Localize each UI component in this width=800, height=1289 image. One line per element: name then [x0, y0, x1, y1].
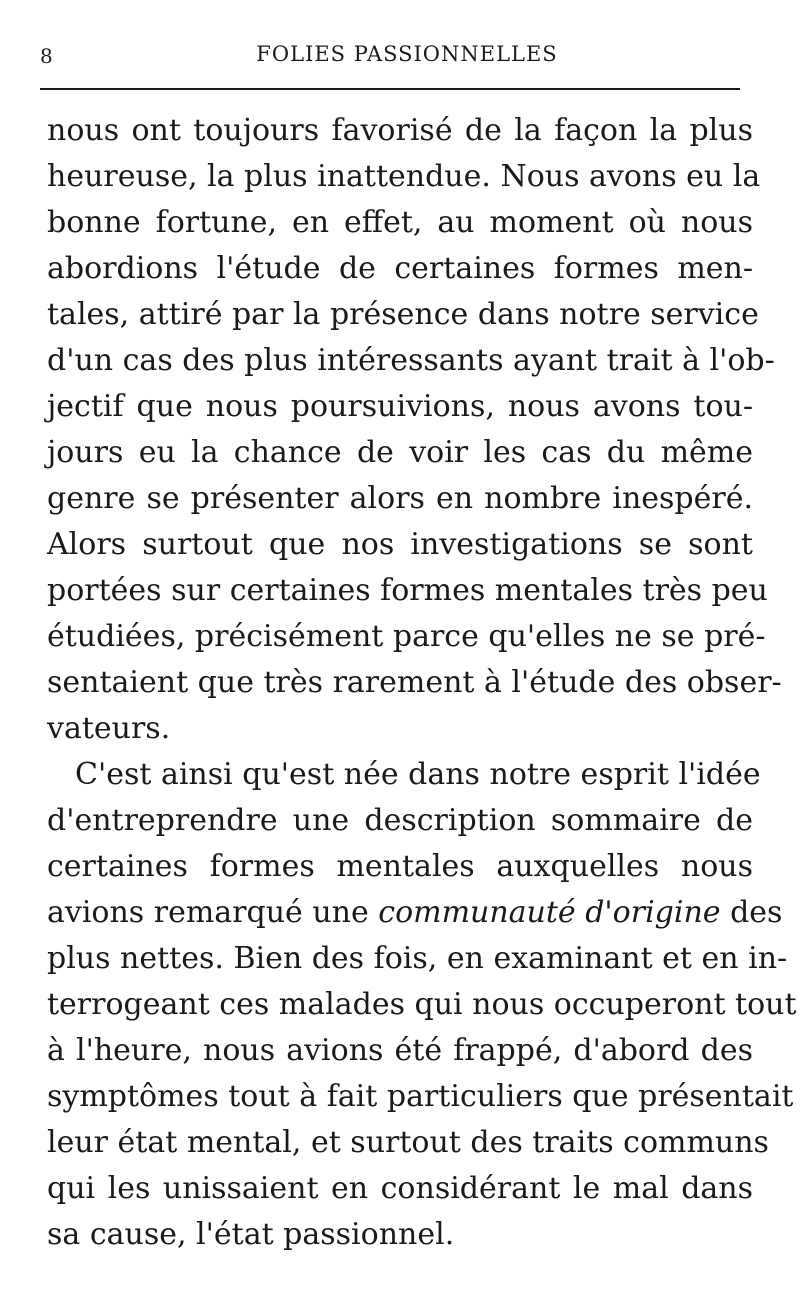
text-line: heureuse, la plus inattendue. Nous avons eu la	[47, 159, 761, 194]
header-rule	[40, 88, 740, 90]
text-line: plus nettes. Bien des fois, en examinant et en in-	[47, 941, 788, 976]
text-line: à l'heure, nous avions été frappé, d'abord des	[47, 1033, 753, 1068]
text-line: abordions l'étude de certaines formes men-	[47, 251, 753, 286]
text-line: sa cause, l'état passionnel.	[47, 1217, 455, 1252]
running-title: FOLIES PASSIONNELLES	[256, 42, 558, 66]
text-run: avions remarqué une	[47, 895, 379, 930]
italic-phrase: communauté d'origine	[378, 895, 721, 930]
text-line: portées sur certaines formes mentales très peu	[47, 573, 768, 608]
text-line: C'est ainsi qu'est née dans notre esprit l'idée	[75, 757, 761, 792]
text-line: genre se présenter alors en nombre inespéré.	[47, 481, 753, 516]
text-line: symptômes tout à fait particuliers que présentait	[47, 1079, 794, 1114]
text-line: d'entreprendre une description sommaire de	[47, 803, 753, 838]
text-line: nous ont toujours favorisé de la façon la plus	[47, 113, 753, 148]
text-line: certaines formes mentales auxquelles nous	[47, 849, 753, 884]
text-line: vateurs.	[47, 711, 171, 746]
page-number: 8	[40, 44, 53, 68]
text-line: tales, attiré par la présence dans notre service	[47, 297, 759, 332]
text-line: d'un cas des plus intéressants ayant trait à l'ob-	[47, 343, 775, 378]
text-line: jours eu la chance de voir les cas du même	[47, 435, 753, 470]
text-line-with-italic	[47, 890, 783, 936]
text-line: bonne fortune, en effet, au moment où nous	[47, 205, 753, 240]
text-line: Alors surtout que nos investigations se sont	[47, 527, 753, 562]
text-line: terrogeant ces malades qui nous occuperont tout	[47, 987, 797, 1022]
text-line: leur état mental, et surtout des traits communs	[47, 1125, 769, 1160]
text-line: jectif que nous poursuivions, nous avons tou-	[47, 389, 753, 424]
body-text	[47, 108, 797, 1258]
text-line: sentaient que très rarement à l'étude des obser-	[47, 665, 782, 700]
page-header	[40, 38, 740, 68]
text-run: des	[720, 895, 783, 930]
text-line: qui les unissaient en considérant le mal dans	[47, 1171, 753, 1206]
text-line: étudiées, précisément parce qu'elles ne se pré-	[47, 619, 766, 654]
